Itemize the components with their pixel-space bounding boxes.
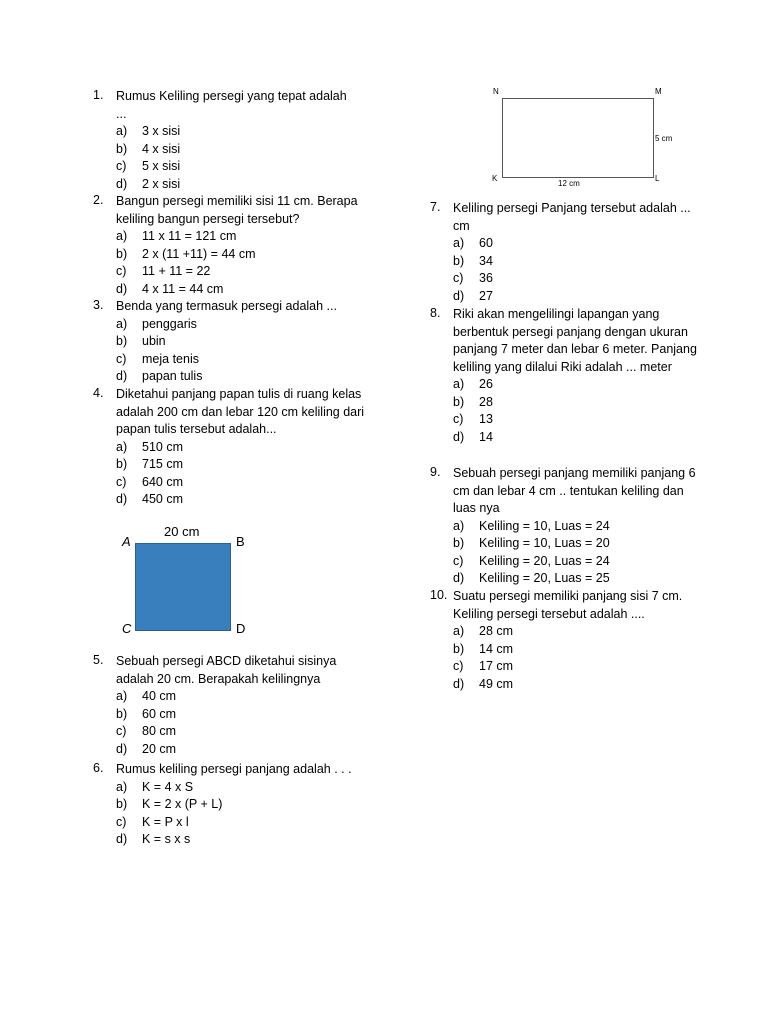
option-c [116, 351, 363, 369]
question-10 [430, 588, 710, 693]
option-d [453, 288, 702, 306]
option-text: 80 cm [142, 724, 177, 739]
option-letter: d) [116, 832, 128, 847]
question-4 [93, 386, 365, 509]
option-b [453, 394, 710, 412]
option-letter: d) [116, 176, 128, 191]
option-text: papan tulis [142, 369, 203, 384]
width-label: 12 cm [558, 179, 580, 188]
option-text: 49 cm [479, 676, 514, 691]
option-a [116, 779, 383, 797]
option-text: 28 cm [479, 624, 514, 638]
option-letter: a) [453, 236, 465, 250]
vertex-c-label: C [122, 621, 132, 636]
option-d [116, 176, 358, 194]
option-text: K = P x l [142, 814, 189, 829]
option-text: 2 x (11 +11) = 44 cm [142, 246, 256, 261]
option-list [116, 439, 365, 509]
vertex-l-label: L [655, 174, 660, 183]
question-5 [93, 653, 355, 758]
question-text: Sebuah persegi ABCD diketahui sisinya adalah 20 cm. Berapakah kelilingnya [116, 654, 337, 686]
option-letter: c) [116, 159, 127, 174]
question-text: Diketahui panjang papan tulis di ruang kelas adalah 200 cm dan lebar 120 cm keliling dari papan tulis tersebut adalah... [116, 387, 365, 436]
option-b [116, 246, 363, 264]
option-list [453, 518, 708, 588]
question-1 [93, 88, 358, 193]
option-b [116, 456, 365, 474]
option-b [453, 641, 710, 659]
option-text: K = s x s [142, 832, 191, 847]
option-d [116, 831, 383, 849]
option-letter: a) [116, 124, 128, 138]
option-a [116, 228, 363, 246]
option-letter: b) [116, 334, 128, 349]
option-text: Keliling = 10, Luas = 24 [479, 518, 610, 533]
question-2 [93, 193, 363, 298]
option-a [453, 376, 710, 394]
option-c [116, 474, 365, 492]
vertex-m-label: M [655, 87, 662, 96]
option-list [453, 235, 702, 305]
option-text: Keliling = 20, Luas = 25 [479, 571, 610, 586]
option-letter: d) [116, 741, 128, 756]
option-c [116, 814, 383, 832]
option-text: 14 cm [479, 641, 514, 656]
vertex-k-label: K [492, 174, 498, 183]
option-text: 17 cm [479, 659, 514, 674]
vertex-b-label: B [236, 534, 245, 549]
option-text: 510 cm [142, 439, 183, 454]
option-c [453, 658, 710, 676]
option-text: 11 + 11 = 22 [142, 264, 211, 279]
question-number: 8. [430, 306, 441, 320]
option-letter: b) [453, 641, 465, 656]
option-b [116, 706, 355, 724]
option-text: Keliling = 20, Luas = 24 [479, 553, 610, 568]
option-text: 11 x 11 = 121 cm [142, 229, 237, 243]
option-d [116, 741, 355, 759]
option-list [453, 376, 710, 446]
option-letter: b) [453, 253, 465, 268]
option-d [453, 570, 708, 588]
question-number: 4. [93, 386, 104, 400]
option-letter: c) [116, 264, 127, 279]
option-d [453, 676, 710, 694]
option-letter: c) [116, 724, 127, 739]
option-letter: c) [453, 271, 464, 286]
option-text: 60 cm [142, 706, 177, 721]
option-letter: d) [453, 676, 465, 691]
option-letter: c) [453, 659, 464, 674]
option-letter: d) [453, 288, 465, 303]
option-d [453, 429, 710, 447]
option-letter: c) [116, 814, 127, 829]
option-letter: a) [116, 316, 128, 331]
option-letter: a) [453, 518, 465, 533]
vertex-a-label: A [122, 534, 131, 549]
option-text: 14 [479, 429, 493, 444]
option-list [116, 316, 363, 386]
question-6 [93, 761, 383, 849]
option-letter: a) [116, 689, 128, 703]
question-7 [430, 200, 702, 305]
option-text: 26 [479, 377, 493, 391]
option-text: 4 x sisi [142, 141, 181, 156]
option-text: penggaris [142, 316, 197, 331]
option-letter: a) [453, 624, 465, 638]
option-c [116, 263, 363, 281]
option-b [116, 141, 358, 159]
option-text: 13 [479, 412, 493, 427]
option-a [116, 123, 358, 141]
option-b [116, 333, 363, 351]
option-text: 4 x 11 = 44 cm [142, 281, 224, 296]
option-c [116, 158, 358, 176]
question-number: 5. [93, 653, 104, 667]
option-b [116, 796, 383, 814]
option-letter: c) [116, 351, 127, 366]
option-text: Keliling = 10, Luas = 20 [479, 536, 610, 551]
question-text: Keliling persegi Panjang tersebut adalah ... cm [453, 201, 691, 233]
question-text: Benda yang termasuk persegi adalah ... [116, 299, 337, 313]
question-number: 3. [93, 298, 104, 312]
question-text: Bangun persegi memiliki sisi 11 cm. Berapa keliling bangun persegi tersebut? [116, 194, 358, 226]
option-letter: c) [453, 553, 464, 568]
question-text: Riki akan mengelilingi lapangan yang berbentuk persegi panjang dengan ukuran panjang 7 meter dan lebar 6 meter. Panjang keliling yang dilalui Riki adalah ... meter [453, 307, 697, 374]
question-text: Rumus keliling persegi panjang adalah . . . [116, 762, 352, 776]
option-b [453, 535, 708, 553]
option-text: K = 4 x S [142, 779, 194, 794]
option-text: ubin [142, 334, 166, 349]
rectangle-shape [502, 98, 654, 178]
question-3 [93, 298, 363, 386]
option-letter: c) [116, 474, 127, 489]
option-letter: a) [453, 377, 465, 391]
question-number: 10. [430, 588, 448, 602]
option-text: 450 cm [142, 492, 183, 507]
option-letter: b) [116, 141, 128, 156]
option-text: 640 cm [142, 474, 183, 489]
question-8 [430, 306, 710, 446]
option-text: 3 x sisi [142, 124, 181, 138]
option-a [116, 439, 365, 457]
question-text: Sebuah persegi panjang memiliki panjang 6 cm dan lebar 4 cm .. tentukan keliling dan luas nya [453, 466, 696, 515]
option-letter: d) [453, 429, 465, 444]
square-figure [118, 522, 258, 642]
option-letter: a) [116, 779, 128, 794]
option-list [116, 123, 358, 193]
option-text: 2 x sisi [142, 176, 181, 191]
option-text: 36 [479, 271, 493, 286]
option-letter: b) [116, 797, 128, 812]
vertex-d-label: D [236, 621, 246, 636]
question-text: Rumus Keliling persegi yang tepat adalah ... [116, 89, 347, 121]
option-a [453, 518, 708, 536]
option-a [116, 316, 363, 334]
option-text: 27 [479, 288, 493, 303]
option-letter: d) [116, 369, 128, 384]
option-list [116, 779, 383, 849]
option-c [453, 270, 702, 288]
question-text: Suatu persegi memiliki panjang sisi 7 cm. Keliling persegi tersebut adalah .... [453, 589, 683, 621]
option-c [116, 723, 355, 741]
option-letter: d) [116, 281, 128, 296]
option-letter: a) [116, 229, 128, 243]
question-number: 1. [93, 88, 104, 102]
option-list [116, 688, 355, 758]
rectangle-figure [488, 86, 688, 192]
option-text: K = 2 x (P + L) [142, 797, 223, 812]
option-d [116, 281, 363, 299]
option-text: 40 cm [142, 689, 177, 703]
blue-square-shape [135, 543, 231, 631]
option-list [453, 623, 710, 693]
option-letter: d) [453, 571, 465, 586]
height-label: 5 cm [655, 134, 673, 143]
option-letter: b) [116, 706, 128, 721]
option-letter: b) [453, 394, 465, 409]
option-a [116, 688, 355, 706]
option-text: 715 cm [142, 457, 183, 472]
question-9 [430, 465, 708, 588]
option-letter: b) [116, 246, 128, 261]
option-text: 34 [479, 253, 493, 268]
option-text: 20 cm [142, 741, 177, 756]
option-a [453, 235, 702, 253]
option-text: meja tenis [142, 351, 199, 366]
option-text: 5 x sisi [142, 159, 181, 174]
option-text: 60 [479, 236, 493, 250]
option-d [116, 491, 365, 509]
question-number: 7. [430, 200, 441, 214]
side-length-label: 20 cm [164, 524, 200, 539]
question-number: 2. [93, 193, 104, 207]
option-letter: d) [116, 492, 128, 507]
option-d [116, 368, 363, 386]
option-b [453, 253, 702, 271]
option-a [453, 623, 710, 641]
option-text: 28 [479, 394, 493, 409]
option-letter: a) [116, 439, 128, 454]
option-letter: b) [453, 536, 465, 551]
option-letter: c) [453, 412, 464, 427]
option-list [116, 228, 363, 298]
option-c [453, 553, 708, 571]
vertex-n-label: N [493, 87, 499, 96]
option-letter: b) [116, 457, 128, 472]
question-number: 6. [93, 761, 104, 775]
option-c [453, 411, 710, 429]
question-number: 9. [430, 465, 441, 479]
